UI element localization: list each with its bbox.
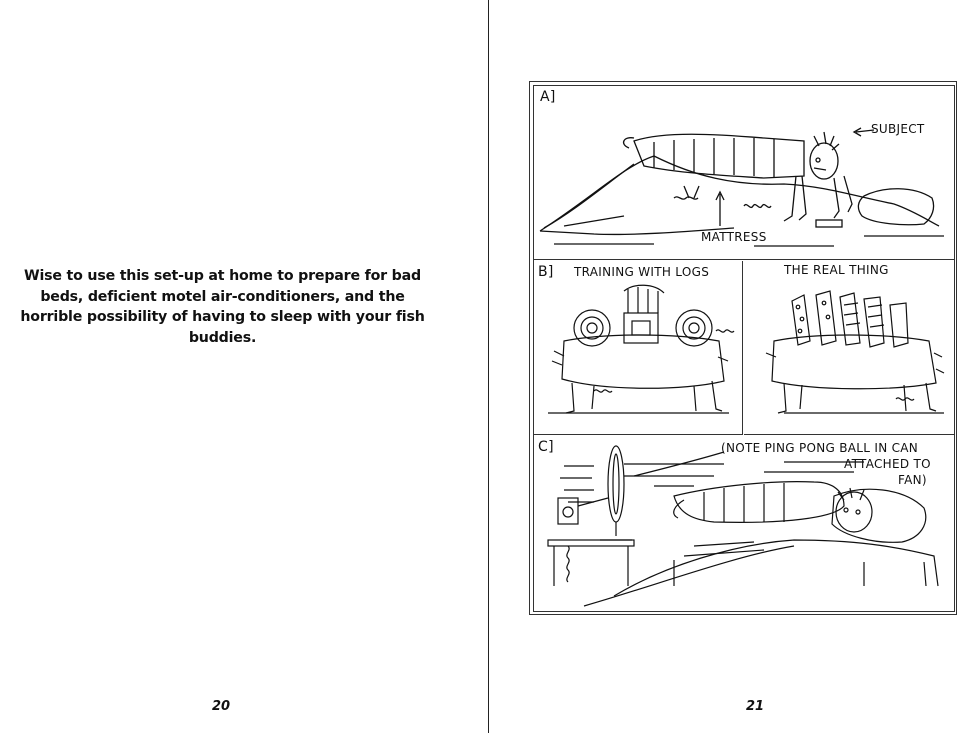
panel-b-left [534, 261, 743, 435]
note-line-1: (NOTE PING PONG BALL IN CAN [721, 441, 919, 455]
panel-a-label: A] [540, 89, 556, 105]
panel-b-label: B] [538, 264, 554, 280]
panel-a [534, 86, 954, 260]
the-real-thing-title: THE REAL THING [784, 263, 889, 277]
panel-b-left-illustration [534, 261, 743, 435]
page-number-left: 20 [212, 699, 231, 714]
page-number-right: 21 [746, 699, 765, 714]
panel-c [534, 436, 954, 611]
panel-b-right-illustration [744, 261, 954, 435]
mattress-label: MATTRESS [701, 230, 767, 244]
note-line-2: ATTACHED TO [844, 457, 931, 471]
subject-label: SUBJECT [871, 122, 925, 136]
panel-c-label: C] [538, 439, 554, 455]
page-caption: Wise to use this set-up at home to prepare for bad beds, deficient motel air-conditioners, and the horrible possibility of having to sleep with your fish buddies. [20, 268, 425, 346]
panel-b-right [744, 261, 954, 435]
training-with-logs-title: TRAINING WITH LOGS [574, 265, 710, 279]
note-line-3: FAN) [898, 473, 927, 487]
